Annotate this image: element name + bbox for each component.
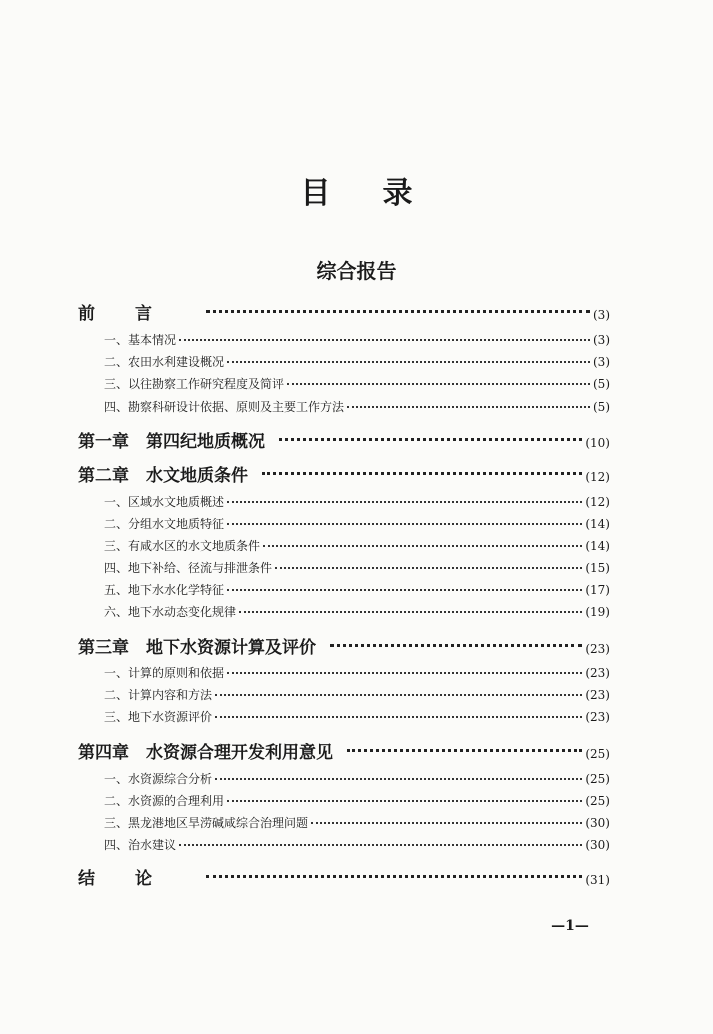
- toc-entry-label: 三、黑龙港地区旱涝碱咸综合治理问题: [104, 816, 309, 830]
- toc-section-entry: [104, 537, 610, 555]
- toc-page-number: (3): [593, 355, 610, 369]
- toc-dot-leader: [262, 472, 582, 475]
- toc-section-entry: [104, 331, 610, 349]
- toc-section-entry: [104, 664, 610, 682]
- toc-page-number: (30): [585, 816, 610, 830]
- toc-page-number: (30): [585, 838, 610, 852]
- toc-section-entry: [104, 398, 610, 416]
- toc-section-entry: [104, 836, 610, 854]
- toc-entry-label: 前言: [78, 304, 192, 323]
- toc-dot-leader: [215, 716, 582, 718]
- toc-entry-label: 二、分组水文地质特征: [104, 517, 225, 531]
- toc-dot-leader: [287, 383, 590, 385]
- toc-dot-leader: [227, 800, 582, 802]
- toc-entry-label: 一、区域水文地质概述: [104, 495, 225, 509]
- toc-entry-label: 一、基本情况: [104, 333, 177, 347]
- page-title: 目录: [300, 176, 465, 211]
- toc-page-number: (14): [585, 517, 610, 531]
- toc-section-entry: [104, 375, 610, 393]
- toc-page-number: (5): [593, 377, 610, 391]
- toc-page-number: (17): [585, 583, 610, 597]
- toc-section-entry: [104, 603, 610, 621]
- toc-entry-label: 二、计算内容和方法: [104, 688, 213, 702]
- toc-page-number: (3): [593, 333, 610, 347]
- toc-entry-label: 结论: [78, 869, 192, 888]
- toc-dot-leader: [227, 361, 590, 363]
- toc-page-number: (12): [585, 470, 610, 484]
- toc-page-number: (25): [585, 772, 610, 786]
- toc-dot-leader: [215, 694, 582, 696]
- toc-page-number: (23): [585, 688, 610, 702]
- toc-entry-label: 第四章 水资源合理开发利用意见: [78, 743, 333, 762]
- toc-page-number: (10): [585, 436, 610, 450]
- toc-dot-leader: [347, 406, 590, 408]
- toc-entry-label: 一、水资源综合分析: [104, 772, 213, 786]
- toc-chapter-entry: [78, 299, 610, 323]
- toc-entry-label: 第三章 地下水资源计算及评价: [78, 638, 316, 657]
- toc-entry-label: 一、计算的原则和依据: [104, 666, 225, 680]
- toc-page-number: (31): [585, 873, 610, 887]
- toc-entry-label: 第一章 第四纪地质概况: [78, 432, 265, 451]
- toc-dot-leader: [279, 438, 582, 441]
- toc-page-number: (15): [585, 561, 610, 575]
- toc-page-number: (25): [585, 794, 610, 808]
- toc-entry-label: 四、勘察科研设计依据、原则及主要工作方法: [104, 400, 345, 414]
- toc-page-number: (5): [593, 400, 610, 414]
- toc-chapter-entry: [78, 864, 610, 888]
- toc-dot-leader: [275, 567, 582, 569]
- toc-entry-label: 二、农田水利建设概况: [104, 355, 225, 369]
- toc-section-entry: [104, 493, 610, 511]
- toc-dot-leader: [227, 589, 582, 591]
- toc-section-entry: [104, 559, 610, 577]
- toc-entry-label: 六、地下水动态变化规律: [104, 605, 237, 619]
- toc-chapter-entry: [78, 427, 610, 451]
- toc-dot-leader: [227, 501, 582, 503]
- toc-section-entry: [104, 770, 610, 788]
- toc-entry-label: 二、水资源的合理利用: [104, 794, 225, 808]
- toc-dot-leader: [330, 644, 582, 647]
- toc-dot-leader: [227, 523, 582, 525]
- toc-page-number: (23): [585, 666, 610, 680]
- toc-dot-leader: [206, 310, 590, 313]
- toc-entry-label: 四、地下补给、径流与排泄条件: [104, 561, 273, 575]
- toc-entry-label: 三、有咸水区的水文地质条件: [104, 539, 261, 553]
- toc-section-entry: [104, 686, 610, 704]
- toc-section-entry: [104, 353, 610, 371]
- toc-entry-label: 四、治水建议: [104, 838, 177, 852]
- toc-page-number: (23): [585, 710, 610, 724]
- toc-dot-leader: [179, 339, 590, 341]
- toc-dot-leader: [206, 875, 582, 878]
- toc-section-entry: [104, 515, 610, 533]
- toc-entry-label: 第二章 水文地质条件: [78, 466, 248, 485]
- toc-dot-leader: [239, 611, 582, 613]
- toc-section-entry: [104, 708, 610, 726]
- toc-page-number: (12): [585, 495, 610, 509]
- page-number: —1—: [551, 918, 589, 934]
- toc-chapter-entry: [78, 461, 610, 485]
- toc-entry-label: 三、以往勘察工作研究程度及简评: [104, 377, 285, 391]
- toc-section-entry: [104, 792, 610, 810]
- toc-entry-label: 三、地下水资源评价: [104, 710, 213, 724]
- toc-page-number: (25): [585, 747, 610, 761]
- toc-page-number: (23): [585, 642, 610, 656]
- toc-dot-leader: [227, 672, 582, 674]
- toc-dot-leader: [311, 822, 582, 824]
- toc-dot-leader: [263, 545, 582, 547]
- toc-chapter-entry: [78, 738, 610, 762]
- toc-page-number: (19): [585, 605, 610, 619]
- toc-section-entry: [104, 814, 610, 832]
- section-subtitle: 综合报告: [316, 259, 397, 283]
- toc-dot-leader: [179, 844, 582, 846]
- toc-chapter-entry: [78, 633, 610, 657]
- toc-entry-label: 五、地下水水化学特征: [104, 583, 225, 597]
- toc-page-number: (3): [593, 308, 610, 322]
- toc-section-entry: [104, 581, 610, 599]
- toc-dot-leader: [215, 778, 582, 780]
- toc-dot-leader: [347, 749, 582, 752]
- toc-page-number: (14): [585, 539, 610, 553]
